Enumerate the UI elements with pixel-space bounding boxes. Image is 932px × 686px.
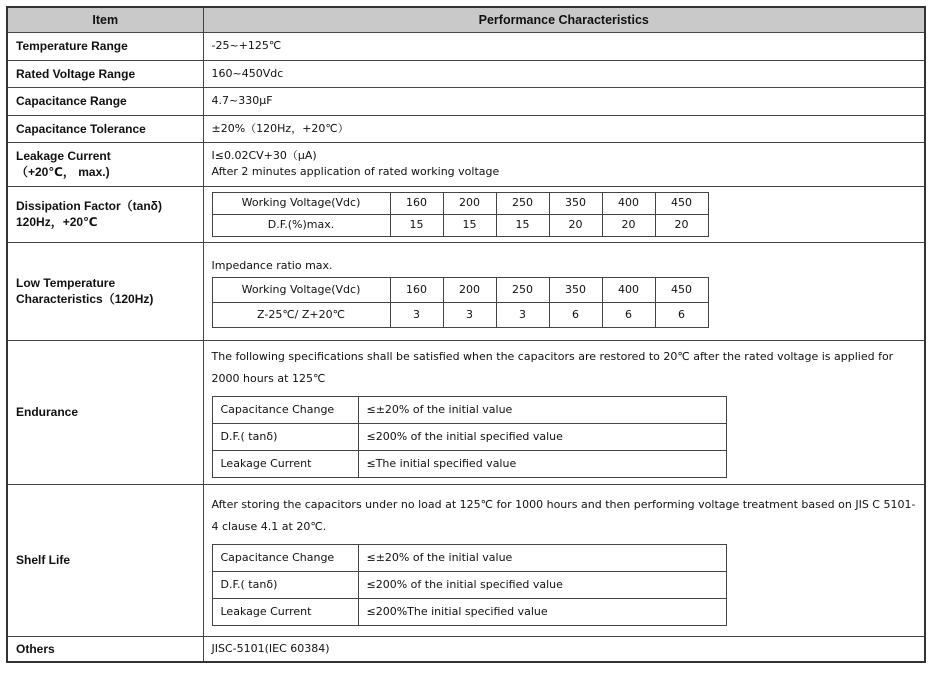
item-label-line1: Dissipation Factor（tanδ) xyxy=(16,199,162,213)
row-capacitance-tolerance xyxy=(7,115,925,142)
row-capacitance-range xyxy=(7,87,925,115)
voltage-cell: 250 xyxy=(496,277,549,302)
condition-row xyxy=(212,599,726,626)
header-row xyxy=(7,7,925,32)
condition-row xyxy=(212,397,726,424)
row-low-temperature xyxy=(7,242,925,340)
endurance-intro: The following specifications shall be satisfied when the capacitors are restored to 20℃ after the rated voltage is applied for 2000 hours at 125℃ xyxy=(211,350,894,385)
df-value-cell: 15 xyxy=(390,214,443,236)
voltage-cell: 350 xyxy=(549,277,602,302)
item-value: ±20%（120Hz，+20℃） xyxy=(203,115,925,142)
impedance-value-cell: 3 xyxy=(443,302,496,327)
condition-value: ≤±20% of the initial value xyxy=(358,397,726,424)
df-value-cell: 15 xyxy=(496,214,549,236)
condition-label: D.F.( tanδ) xyxy=(212,424,358,451)
row-leakage-current xyxy=(7,142,925,186)
item-value: 160~450Vdc xyxy=(203,60,925,87)
subtable-value-row xyxy=(212,214,708,236)
impedance-intro: Impedance ratio max. xyxy=(211,258,333,272)
df-value-cell: 20 xyxy=(655,214,708,236)
item-value: JISC-5101(IEC 60384) xyxy=(203,636,925,662)
voltage-cell: 450 xyxy=(655,277,708,302)
condition-value: ≤200% of the initial specified value xyxy=(358,424,726,451)
item-value xyxy=(203,186,925,242)
voltage-label-cell: Working Voltage(Vdc) xyxy=(212,192,390,214)
row-rated-voltage-range xyxy=(7,60,925,87)
item-value xyxy=(203,340,925,484)
row-shelf-life xyxy=(7,484,925,636)
impedance-label-cell: Z-25℃/ Z+20℃ xyxy=(212,302,390,327)
shelf-life-subtable xyxy=(212,544,727,626)
impedance-subtable xyxy=(212,277,709,328)
item-value xyxy=(203,484,925,636)
impedance-value-cell: 3 xyxy=(496,302,549,327)
condition-label: Leakage Current xyxy=(212,599,358,626)
df-label-cell: D.F.(%)max. xyxy=(212,214,390,236)
impedance-value-cell: 6 xyxy=(655,302,708,327)
value-line2: After 2 minutes application of rated working voltage xyxy=(211,165,500,178)
condition-row xyxy=(212,424,726,451)
voltage-cell: 350 xyxy=(549,192,602,214)
item-label-line1: Leakage Current xyxy=(16,149,111,163)
condition-value: ≤The initial specified value xyxy=(358,451,726,478)
item-label-line2: （+20℃， max.) xyxy=(16,165,110,179)
condition-label: D.F.( tanδ) xyxy=(212,572,358,599)
row-temperature-range xyxy=(7,32,925,60)
subtable-header-row xyxy=(212,277,708,302)
condition-row xyxy=(212,572,726,599)
item-label: Temperature Range xyxy=(7,32,203,60)
endurance-subtable xyxy=(212,396,727,478)
voltage-cell: 400 xyxy=(602,277,655,302)
voltage-cell: 160 xyxy=(390,192,443,214)
condition-row xyxy=(212,451,726,478)
voltage-cell: 200 xyxy=(443,277,496,302)
item-label xyxy=(7,186,203,242)
condition-label: Leakage Current xyxy=(212,451,358,478)
row-others xyxy=(7,636,925,662)
item-label: Capacitance Tolerance xyxy=(7,115,203,142)
dissipation-subtable xyxy=(212,192,709,237)
item-label: Others xyxy=(7,636,203,662)
condition-label: Capacitance Change xyxy=(212,397,358,424)
item-value: -25~+125℃ xyxy=(203,32,925,60)
voltage-cell: 160 xyxy=(390,277,443,302)
df-value-cell: 20 xyxy=(602,214,655,236)
condition-label: Capacitance Change xyxy=(212,545,358,572)
item-label: Shelf Life xyxy=(7,484,203,636)
item-label-line1: Low Temperature xyxy=(16,276,116,290)
performance-spec-table xyxy=(6,6,926,663)
impedance-value-cell: 6 xyxy=(602,302,655,327)
voltage-cell: 400 xyxy=(602,192,655,214)
value-line1: I≤0.02CV+30（μA) xyxy=(211,149,317,162)
voltage-label-cell: Working Voltage(Vdc) xyxy=(212,277,390,302)
voltage-cell: 250 xyxy=(496,192,549,214)
df-value-cell: 15 xyxy=(443,214,496,236)
item-label xyxy=(7,142,203,186)
row-dissipation-factor xyxy=(7,186,925,242)
item-label: Endurance xyxy=(7,340,203,484)
condition-value: ≤200% of the initial specified value xyxy=(358,572,726,599)
item-label: Rated Voltage Range xyxy=(7,60,203,87)
condition-row xyxy=(212,545,726,572)
condition-value: ≤±20% of the initial value xyxy=(358,545,726,572)
item-label: Capacitance Range xyxy=(7,87,203,115)
row-endurance xyxy=(7,340,925,484)
subtable-value-row xyxy=(212,302,708,327)
df-value-cell: 20 xyxy=(549,214,602,236)
item-label xyxy=(7,242,203,340)
voltage-cell: 450 xyxy=(655,192,708,214)
item-value: 4.7~330μF xyxy=(203,87,925,115)
condition-value: ≤200%The initial specified value xyxy=(358,599,726,626)
item-value xyxy=(203,242,925,340)
item-label-line2: Characteristics（120Hz) xyxy=(16,292,154,306)
impedance-value-cell: 6 xyxy=(549,302,602,327)
subtable-header-row xyxy=(212,192,708,214)
impedance-value-cell: 3 xyxy=(390,302,443,327)
performance-header: Performance Characteristics xyxy=(203,7,925,32)
voltage-cell: 200 xyxy=(443,192,496,214)
item-value xyxy=(203,142,925,186)
item-header: Item xyxy=(7,7,203,32)
shelf-life-intro: After storing the capacitors under no load at 125℃ for 1000 hours and then performing voltage treatment based on JIS C 5101-4 clause 4.1 at 20℃. xyxy=(211,498,916,533)
item-label-line2: 120Hz，+20℃ xyxy=(16,215,98,229)
